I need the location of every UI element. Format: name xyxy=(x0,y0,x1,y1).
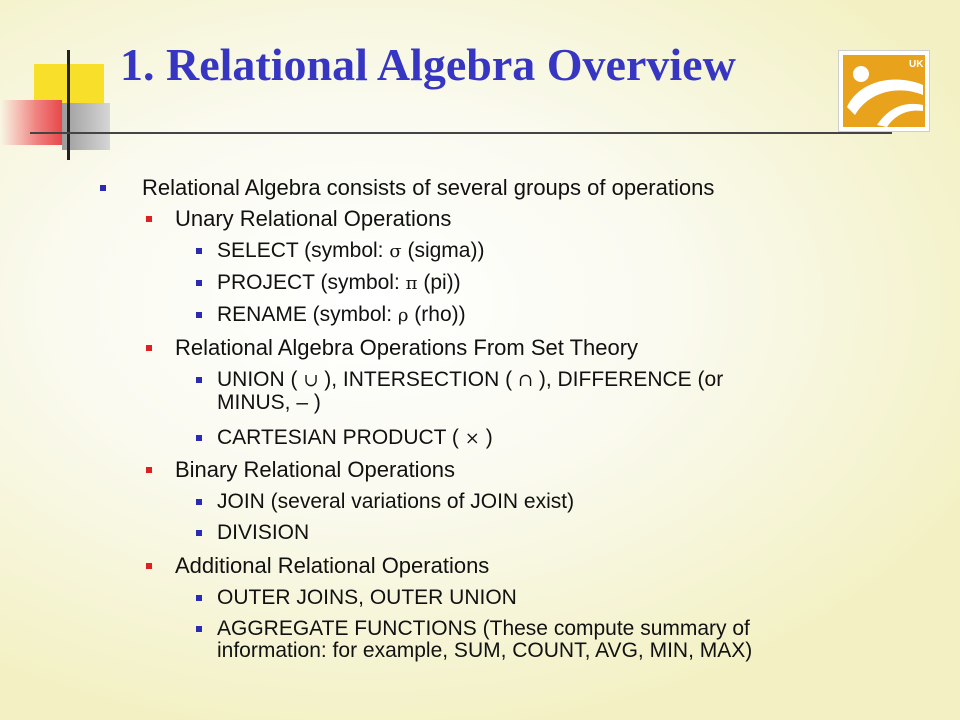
select-text: SELECT (symbol: σ (sigma)) xyxy=(217,239,485,262)
bullet-square-icon xyxy=(196,626,202,632)
project-text: PROJECT (symbol: π (pi)) xyxy=(217,271,461,294)
intro-text: Relational Algebra consists of several groups of operations xyxy=(142,175,715,200)
list-item-binary xyxy=(146,457,455,483)
list-item-outer xyxy=(196,587,517,609)
list-item-division xyxy=(196,522,309,544)
cartesian-text: CARTESIAN PRODUCT ( × ) xyxy=(217,426,493,449)
list-item-additional xyxy=(146,553,489,579)
list-item-union xyxy=(196,369,723,414)
aggregate-text: AGGREGATE FUNCTIONS (These compute summary of information: for example, SUM, COUNT, AVG, MIN, MAX) xyxy=(217,617,753,662)
list-item-set-theory xyxy=(146,335,638,361)
binary-heading: Binary Relational Operations xyxy=(175,457,456,482)
bullet-square-icon xyxy=(196,530,202,536)
decor-red-block xyxy=(0,100,62,145)
intersection-symbol: ∩ xyxy=(517,370,534,391)
outer-text: OUTER JOINS, OUTER UNION xyxy=(217,586,517,609)
pi-symbol: π xyxy=(405,273,418,294)
slide-title: 1. Relational Algebra Overview xyxy=(120,39,736,90)
list-item-join xyxy=(196,491,574,513)
bullet-square-icon xyxy=(196,435,202,441)
union-symbol: ∪ xyxy=(303,370,319,391)
list-item-unary xyxy=(146,206,451,232)
join-text: JOIN (several variations of JOIN exist) xyxy=(217,490,575,513)
bullet-square-icon xyxy=(196,248,202,254)
bullet-square-icon xyxy=(196,280,202,286)
set-theory-heading: Relational Algebra Operations From Set Theory xyxy=(175,335,639,360)
bullet-square-icon xyxy=(196,377,202,383)
list-item-aggregate xyxy=(196,618,752,662)
rename-text: RENAME (symbol: ρ (rho)) xyxy=(217,303,466,326)
bullet-square-icon xyxy=(146,345,152,351)
union-text: UNION ( ∪ ), INTERSECTION ( ∩ ), DIFFERENCE (or MINUS, – ) xyxy=(217,368,724,414)
bullet-square-icon xyxy=(146,216,152,222)
list-item-rename xyxy=(196,304,466,327)
list-item-intro xyxy=(100,175,714,201)
division-text: DIVISION xyxy=(217,521,310,544)
bullet-square-icon xyxy=(146,563,152,569)
bullet-square-icon xyxy=(196,595,202,601)
list-item-project xyxy=(196,272,461,295)
bullet-square-icon xyxy=(100,185,106,191)
rho-symbol: ρ xyxy=(397,305,409,326)
times-symbol: × xyxy=(464,428,480,449)
additional-heading: Additional Relational Operations xyxy=(175,553,490,578)
title-underline xyxy=(30,132,892,134)
logo-text: UK xyxy=(909,59,924,70)
sigma-symbol: σ xyxy=(389,241,402,262)
bullet-square-icon xyxy=(196,312,202,318)
bullet-square-icon xyxy=(146,467,152,473)
decor-vertical-line xyxy=(67,50,70,160)
logo-emblem-icon xyxy=(839,51,929,131)
university-logo xyxy=(838,50,930,132)
list-item-select xyxy=(196,240,484,263)
unary-heading: Unary Relational Operations xyxy=(175,206,452,231)
list-item-cartesian xyxy=(196,427,493,450)
bullet-square-icon xyxy=(196,499,202,505)
